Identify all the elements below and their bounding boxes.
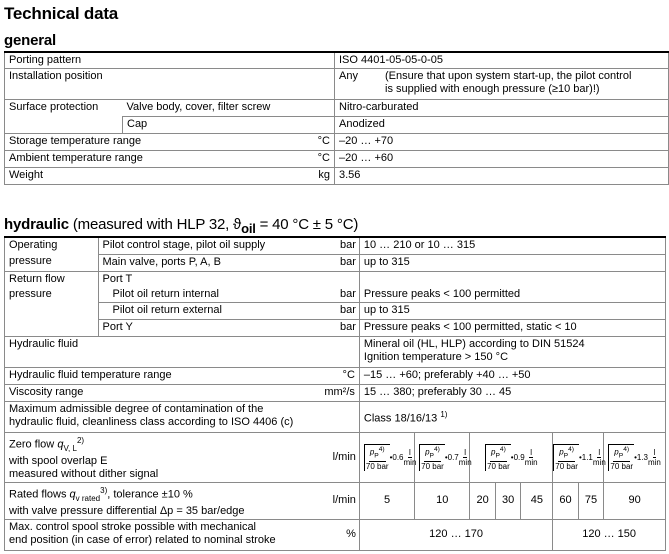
table-row: Weight kg 3.56 xyxy=(5,168,669,185)
general-table xyxy=(4,51,669,185)
table-row: Return flow Port T xyxy=(5,271,666,287)
table-row: Max. control spool stroke possible with mechanical end position (in case of error) related to nominal stroke % 120 … 170 120 … 150 xyxy=(5,519,666,550)
zero-flow-formula: $\frac{p_P^{4)}}{\text{70 bar}}$ •0.7 $\frac{l}{\min}$ xyxy=(415,433,470,483)
page-title: Technical data xyxy=(4,4,119,23)
table-row: Ambient temperature range °C –20 … +60 xyxy=(5,151,669,168)
table-row: Surface protection Valve body, cover, filter screw Nitro-carburated xyxy=(5,100,669,117)
hydraulic-heading: hydraulic (measured with HLP 32, $ϑ_{oil} = 40$ °C ± 5 °C) xyxy=(4,216,359,236)
zero-flow-formula: $\frac{p_P^{4)}}{\text{70 bar}}$ •0.9 $\frac{l}{\min}$ xyxy=(470,433,553,483)
table-row: pressure Pilot oil return internal bar Pressure peaks < 100 permitted xyxy=(5,287,666,303)
table-row: Maximum admissible degree of contamination of the hydraulic fluid, cleanliness class according to ISO 4406 (c) Class 18/16/13 $^{1)}$ xyxy=(5,402,666,433)
zero-flow-formula: $\frac{p_P^{4)}}{\text{70 bar}}$ •0.6 $\frac{l}{\min}$ xyxy=(359,433,414,483)
zero-flow-formula: $\frac{p_P^{4)}}{\text{70 bar}}$ •1.1 $\frac{l}{\min}$ xyxy=(553,433,604,483)
table-row: pressure Main valve, ports P, A, B bar up to 315 xyxy=(5,254,666,271)
table-row: Port Y bar Pressure peaks < 100 permitted, static < 10 xyxy=(5,320,666,337)
table-row: Cap Anodized xyxy=(5,117,669,134)
table-row: Porting pattern ISO 4401-05-05-0-05 xyxy=(5,52,669,69)
table-row: Pilot oil return external bar up to 315 xyxy=(5,303,666,320)
table-row: Hydraulic fluid temperature range °C –15 … +60; preferably +40 … +50 xyxy=(5,368,666,385)
table-row: Hydraulic fluid Mineral oil (HL, HLP) according to DIN 51524 Ignition temperature > 150 °C xyxy=(5,337,666,368)
zero-flow-formula: $\frac{p_P^{4)}}{\text{70 bar}}$ •1.3 $\frac{l}{\min}$ xyxy=(604,433,666,483)
hydraulic-table xyxy=(4,236,666,551)
table-row: Operating Pilot control stage, pilot oil supply bar 10 … 210 or 10 … 315 xyxy=(5,237,666,254)
table-row: Rated flows $q_{v rated}^{3)}$, tolerance ±10 % with valve pressure differential Δp = 35 bar/edge l/min 5 10 20 30 45 60 75 90 xyxy=(5,482,666,519)
table-row: Installation position Any (Ensure that upon system start-up, the pilot control is supplied with enough pressure (≥10 bar)!) xyxy=(5,69,669,100)
table-row: Storage temperature range °C –20 … +70 xyxy=(5,134,669,151)
table-row: Viscosity range mm²/s 15 … 380; preferably 30 … 45 xyxy=(5,385,666,402)
general-heading: general xyxy=(4,32,56,49)
table-row: Zero flow $q_{V, L}^{2)}$ with spool overlap E measured without dither signal l/min $\frac{p_P^{4)}}{\text{70 bar}}$ •0.6 $\frac{l}{\min}$ $\frac{p_P^{4)}}{\text{70 bar}}$ •0.7 $\frac{l}{\min}$ $\frac{p_P^{4)}}{\text{70 bar}}$ •0.9 $\frac{l}{\min}$ $\frac{p_P^{4)}}{\text{70 bar}}$ •1.1 $\frac{l}{\min}$ $\frac{p_P^{4)}}{\text{70 bar}}$ •1.3 $\frac{l}{\min}$ xyxy=(5,433,666,483)
